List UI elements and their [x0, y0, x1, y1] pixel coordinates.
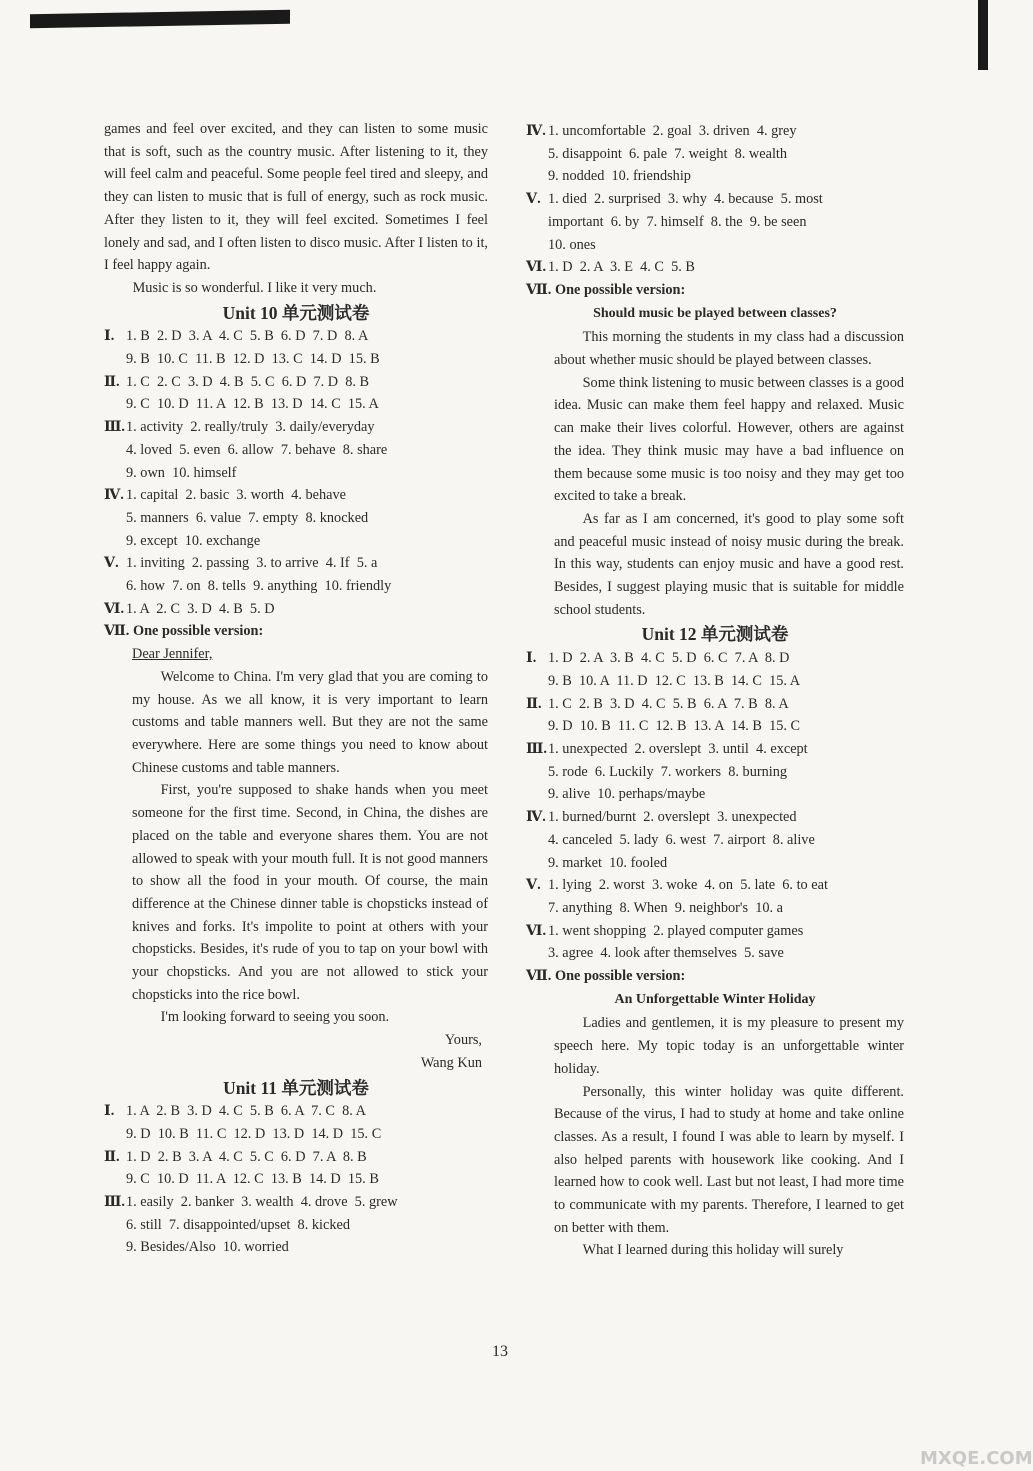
section-number: Ⅲ.: [104, 1194, 125, 1211]
answer-line: [526, 120, 904, 143]
section-number: Ⅰ.: [526, 650, 537, 667]
answer-text: 1. A 2. C 3. D 4. B 5. D: [126, 600, 275, 617]
answer-text: 1. unexpected 2. overslept 3. until 4. except: [548, 740, 808, 757]
answer-text: 9. C 10. D 11. A 12. C 13. B 14. D 15. B: [126, 1171, 379, 1188]
answer-text: important 6. by 7. himself 8. the 9. be seen: [548, 213, 807, 230]
answer-text: 1. died 2. surprised 3. why 4. because 5. most: [548, 191, 823, 208]
answer-text: 4. canceled 5. lady 6. west 7. airport 8. alive: [548, 831, 815, 848]
section-number: Ⅰ.: [104, 328, 115, 345]
answer-text: 1. D 2. A 3. B 4. C 5. D 6. C 7. A 8. D: [548, 650, 790, 667]
answer-text: 9. C 10. D 11. A 12. B 13. D 14. C 15. A: [126, 396, 379, 413]
answer-line: [526, 897, 904, 920]
answer-text: 9. nodded 10. friendship: [548, 168, 691, 185]
answer-text: 9. Besides/Also 10. worried: [126, 1239, 289, 1256]
section-number: Ⅱ.: [104, 373, 120, 390]
section-number: [104, 575, 126, 598]
answer-line: [526, 874, 904, 897]
answer-text: 1. C 2. C 3. D 4. B 5. C 6. D 7. D 8. B: [126, 373, 370, 390]
music-para-2: Some think listening to music between classes is a good idea. Music can make them feel happy and relaxed. Music can make their lives colorful. However, others are against the idea. They think music may have a bad influence on them because some music is too noisy and they may get too excited to take a break.: [554, 374, 904, 505]
answer-text: 9. except 10. exchange: [126, 532, 261, 549]
answer-line: [104, 393, 488, 416]
answer-text: 1. A 2. B 3. D 4. C 5. B 6. A 7. C 8. A: [126, 1103, 366, 1120]
letter-signature: Wang Kun: [420, 1054, 482, 1071]
answer-text: 6. how 7. on 8. tells 9. anything 10. friendly: [126, 578, 392, 595]
answer-line: [526, 647, 904, 670]
answer-text: 1. B 2. D 3. A 4. C 5. B 6. D 7. D 8. A: [126, 328, 369, 345]
section-number: [104, 507, 126, 530]
section-number: Ⅱ.: [104, 1148, 120, 1165]
answer-text: 9. D 10. B 11. C 12. D 13. D 14. D 15. C: [126, 1125, 382, 1142]
answer-line: [526, 256, 904, 279]
answer-line: [526, 806, 904, 829]
essay-top-text: games and feel over excited, and they can listen to some music that is soft, such as the country music. After listening to it, they will feel calm and peaceful. Some people feel tired and sleepy, and they can listen to music that is full of energy, such as rock music. After they listen to it, they will feel excited. Sometimes I feel lonely and sad, and I often listen to disco music. After I listen to it, I feel happy again.: [104, 121, 488, 274]
answer-text: 9. B 10. A 11. D 12. C 13. B 14. C 15. A: [548, 672, 801, 689]
unit11-answers-continued: [526, 120, 904, 279]
answer-line: [104, 1146, 488, 1169]
answer-line: [526, 920, 904, 943]
unit11-title: Unit 11 单元测试卷: [223, 1077, 369, 1098]
unit11-answers: [104, 1100, 488, 1259]
answer-line: [104, 1214, 488, 1237]
section-number: [526, 211, 548, 234]
section-number: Ⅳ.: [526, 123, 546, 139]
answer-line: [526, 234, 904, 257]
unit12-version-label: Ⅶ. One possible version:: [526, 968, 686, 985]
section-number: Ⅲ.: [104, 419, 125, 436]
unit10-version-label: Ⅶ. One possible version:: [104, 623, 264, 640]
answer-line: [104, 325, 488, 348]
top-black-bar: [30, 10, 290, 29]
watermark: MXQE.COM: [920, 1448, 1033, 1469]
section-number: [526, 715, 548, 738]
section-number: [104, 1168, 126, 1191]
answer-text: 6. still 7. disappointed/upset 8. kicked: [126, 1216, 350, 1233]
section-number: [104, 348, 126, 371]
section-number: Ⅱ.: [526, 695, 542, 712]
answer-text: 1. burned/burnt 2. overslept 3. unexpected: [548, 809, 797, 826]
section-number: [104, 1214, 126, 1237]
section-number: [526, 165, 548, 188]
right-column: [526, 120, 904, 1262]
answer-text: 9. market 10. fooled: [548, 854, 668, 871]
section-number: [104, 439, 126, 462]
answer-line: [104, 348, 488, 371]
music-para-1: This morning the students in my class had a discussion about whether music should be played between classes.: [554, 329, 904, 369]
answer-text: 1. easily 2. banker 3. wealth 4. drove 5. grew: [126, 1194, 398, 1211]
answer-text: 1. D 2. B 3. A 4. C 5. C 6. D 7. A 8. B: [126, 1148, 367, 1165]
answer-line: [104, 530, 488, 553]
holiday-para-3: What I learned during this holiday will surely: [582, 1242, 844, 1259]
section-number: Ⅰ.: [104, 1103, 115, 1120]
answer-line: [526, 188, 904, 211]
answer-line: [104, 439, 488, 462]
answer-line: [526, 942, 904, 965]
answer-line: [104, 552, 488, 575]
section-number: [104, 462, 126, 485]
answer-text: 5. disappoint 6. pale 7. weight 8. wealth: [548, 145, 788, 162]
answer-line: [104, 416, 488, 439]
section-number: Ⅵ.: [526, 922, 547, 939]
answer-text: 1. inviting 2. passing 3. to arrive 4. If 5. a: [126, 555, 378, 572]
answer-text: 1. uncomfortable 2. goal 3. driven 4. grey: [548, 123, 797, 139]
section-number: Ⅴ.: [526, 191, 541, 208]
answer-text: 4. loved 5. even 6. allow 7. behave 8. share: [126, 441, 388, 458]
answer-line: [104, 1100, 488, 1123]
answer-text: 10. ones: [548, 236, 596, 253]
answer-line: [526, 738, 904, 761]
answer-line: [104, 462, 488, 485]
holiday-para-1: Ladies and gentlemen, it is my pleasure to present my speech here. My topic today is an unforgettable winter holiday.: [554, 1015, 904, 1077]
answer-text: 9. own 10. himself: [126, 464, 237, 481]
answer-text: 1. capital 2. basic 3. worth 4. behave: [126, 487, 346, 504]
letter-salutation: Dear Jennifer,: [132, 646, 213, 663]
section-number: Ⅳ.: [104, 487, 124, 504]
letter-para-1: Welcome to China. I'm very glad that you are coming to my house. As we all know, it is very important to learn customs and table manners well. But they are not the same everywhere. Here are some things you need to know about Chinese customs and table manners.: [132, 668, 488, 776]
answer-line: [104, 598, 488, 621]
answer-line: [526, 852, 904, 875]
page-number: 13: [492, 1343, 508, 1360]
section-number: [104, 1236, 126, 1259]
section-number: Ⅵ.: [104, 600, 125, 617]
side-black-bar: [978, 0, 988, 70]
unit11-version-label: Ⅶ. One possible version:: [526, 281, 686, 298]
section-number: [104, 393, 126, 416]
answer-line: [104, 575, 488, 598]
unit10-answers: [104, 325, 488, 620]
answer-line: [104, 1191, 488, 1214]
section-number: Ⅴ.: [104, 555, 119, 572]
section-number: [526, 143, 548, 166]
answer-line: [526, 693, 904, 716]
music-para-3: As far as I am concerned, it's good to play some soft and peaceful music instead of noisy music during the break. In this way, students can enjoy music and have a good rest. Besides, I suggest playing music that is suitable for middle school students.: [554, 510, 904, 618]
letter-closing: Yours,: [444, 1032, 482, 1049]
answer-text: 1. lying 2. worst 3. woke 4. on 5. late 6. to eat: [548, 877, 828, 894]
section-number: [526, 897, 548, 920]
section-number: [104, 530, 126, 553]
unit10-title: Unit 10 单元测试卷: [222, 302, 370, 323]
essay-title-holiday: An Unforgettable Winter Holiday: [614, 991, 816, 1007]
answer-line: [526, 761, 904, 784]
section-number: Ⅳ.: [526, 809, 546, 826]
answer-line: [526, 715, 904, 738]
essay-end-text: Music is so wonderful. I like it very much.: [132, 279, 377, 296]
answer-text: 9. alive 10. perhaps/maybe: [548, 786, 706, 803]
answer-line: [104, 1123, 488, 1146]
letter-para-3: I'm looking forward to seeing you soon.: [160, 1009, 390, 1026]
section-number: [526, 942, 548, 965]
answer-line: [104, 484, 488, 507]
answer-text: 1. went shopping 2. played computer games: [548, 922, 804, 939]
answer-line: [526, 783, 904, 806]
answer-text: 1. C 2. B 3. D 4. C 5. B 6. A 7. B 8. A: [548, 695, 789, 712]
answer-text: 5. rode 6. Luckily 7. workers 8. burning: [548, 763, 788, 780]
section-number: [104, 1123, 126, 1146]
answer-line: [526, 165, 904, 188]
section-number: Ⅵ.: [526, 259, 547, 276]
answer-line: [526, 670, 904, 693]
holiday-para-2: Personally, this winter holiday was quite different. Because of the virus, I had to study at home and take online classes. As a result, I found I was able to learn by myself. I also helped parents with housework like cooking. And I learned how to cook well. Last but not least, I had more time to communicate with my parents. Therefore, I learned to get on better with them.: [554, 1083, 904, 1236]
unit12-title: Unit 12 单元测试卷: [641, 624, 789, 645]
answer-text: 3. agree 4. look after themselves 5. save: [548, 945, 784, 962]
answer-line: [104, 1236, 488, 1259]
answer-text: 7. anything 8. When 9. neighbor's 10. a: [548, 899, 783, 916]
answer-line: [104, 371, 488, 394]
left-column: [104, 118, 488, 1259]
section-number: [526, 761, 548, 784]
letter-para-2: First, you're supposed to shake hands when you meet someone for the first time. Second, in China, the dishes are placed on the table and everyone shares them. You are not allowed to speak with your mouth full. It is not good manners to show all the food in your mouth. Of course, the main difference at the Chinese dinner table is chopsticks instead of knives and forks. It's impolite to point at others with your chopsticks. Besides, it's rude of you to tap on your bowl with your chopsticks. And you are not allowed to stick your chopsticks into the rice bowl.: [132, 782, 488, 1003]
answer-line: [526, 211, 904, 234]
section-number: [526, 852, 548, 875]
unit12-answers: [526, 647, 904, 965]
section-number: Ⅲ.: [526, 740, 547, 757]
answer-line: [104, 507, 488, 530]
section-number: Ⅴ.: [526, 877, 541, 894]
section-number: [526, 783, 548, 806]
answer-line: [526, 143, 904, 166]
answer-text: 1. activity 2. really/truly 3. daily/everyday: [126, 419, 375, 436]
section-number: [526, 670, 548, 693]
answer-text: 1. D 2. A 3. E 4. C 5. B: [548, 259, 695, 276]
answer-text: 5. manners 6. value 7. empty 8. knocked: [126, 509, 369, 526]
essay-title-music: Should music be played between classes?: [593, 305, 837, 321]
answer-line: [104, 1168, 488, 1191]
answer-text: 9. D 10. B 11. C 12. B 13. A 14. B 15. C: [548, 718, 801, 735]
answer-text: 9. B 10. C 11. B 12. D 13. C 14. D 15. B: [126, 351, 380, 368]
section-number: [526, 829, 548, 852]
answer-line: [526, 829, 904, 852]
section-number: [526, 234, 548, 257]
